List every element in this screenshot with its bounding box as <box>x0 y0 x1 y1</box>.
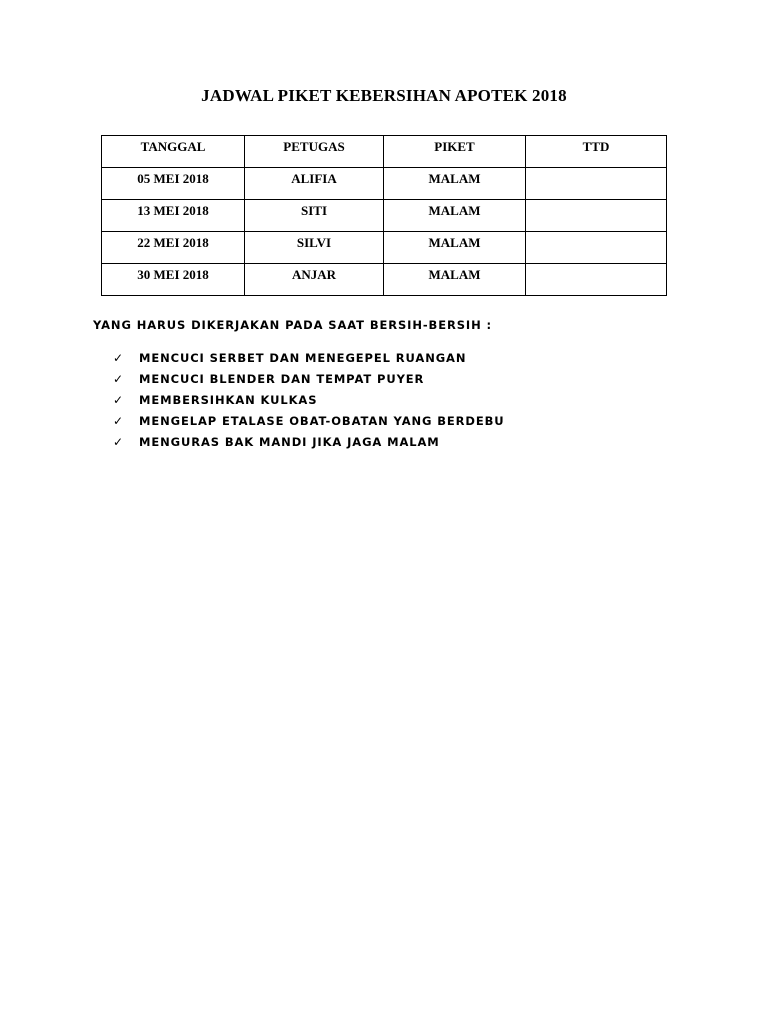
task-text: MENCUCI SERBET DAN MENEGEPEL RUANGAN <box>139 351 467 365</box>
cell-tanggal: 05 MEI 2018 <box>102 168 245 200</box>
header-ttd: TTD <box>526 136 667 168</box>
cell-piket: MALAM <box>384 264 526 296</box>
cell-petugas: SILVI <box>245 232 384 264</box>
cell-petugas: SITI <box>245 200 384 232</box>
list-item <box>113 369 505 390</box>
cell-petugas: ANJAR <box>245 264 384 296</box>
task-text: MENGURAS BAK MANDI JIKA JAGA MALAM <box>139 435 440 449</box>
task-text: MEMBERSIHKAN KULKAS <box>139 393 318 407</box>
check-icon: ✓ <box>113 372 124 386</box>
list-item <box>113 411 505 432</box>
cell-tanggal: 30 MEI 2018 <box>102 264 245 296</box>
list-item <box>113 432 505 453</box>
list-item <box>113 390 505 411</box>
cell-ttd <box>526 200 667 232</box>
cell-petugas: ALIFIA <box>245 168 384 200</box>
task-text: MENGELAP ETALASE OBAT-OBATAN YANG BERDEBU <box>139 414 505 428</box>
list-item <box>113 348 505 369</box>
check-icon: ✓ <box>113 414 124 428</box>
table-header-row <box>102 136 667 168</box>
check-icon: ✓ <box>113 393 124 407</box>
table-row <box>102 168 667 200</box>
task-text: MENCUCI BLENDER DAN TEMPAT PUYER <box>139 372 425 386</box>
cell-piket: MALAM <box>384 200 526 232</box>
tasks-heading: YANG HARUS DIKERJAKAN PADA SAAT BERSIH-BERSIH : <box>93 318 493 332</box>
header-petugas: PETUGAS <box>245 136 384 168</box>
cell-ttd <box>526 264 667 296</box>
check-icon: ✓ <box>113 351 124 365</box>
cell-piket: MALAM <box>384 168 526 200</box>
task-list <box>113 348 505 453</box>
page-title: JADWAL PIKET KEBERSIHAN APOTEK 2018 <box>201 86 567 105</box>
check-icon: ✓ <box>113 435 124 449</box>
cell-tanggal: 22 MEI 2018 <box>102 232 245 264</box>
table-row <box>102 264 667 296</box>
table-row <box>102 232 667 264</box>
table-row <box>102 200 667 232</box>
header-tanggal: TANGGAL <box>102 136 245 168</box>
cell-tanggal: 13 MEI 2018 <box>102 200 245 232</box>
schedule-table <box>101 135 667 296</box>
cell-ttd <box>526 168 667 200</box>
header-piket: PIKET <box>384 136 526 168</box>
cell-ttd <box>526 232 667 264</box>
cell-piket: MALAM <box>384 232 526 264</box>
